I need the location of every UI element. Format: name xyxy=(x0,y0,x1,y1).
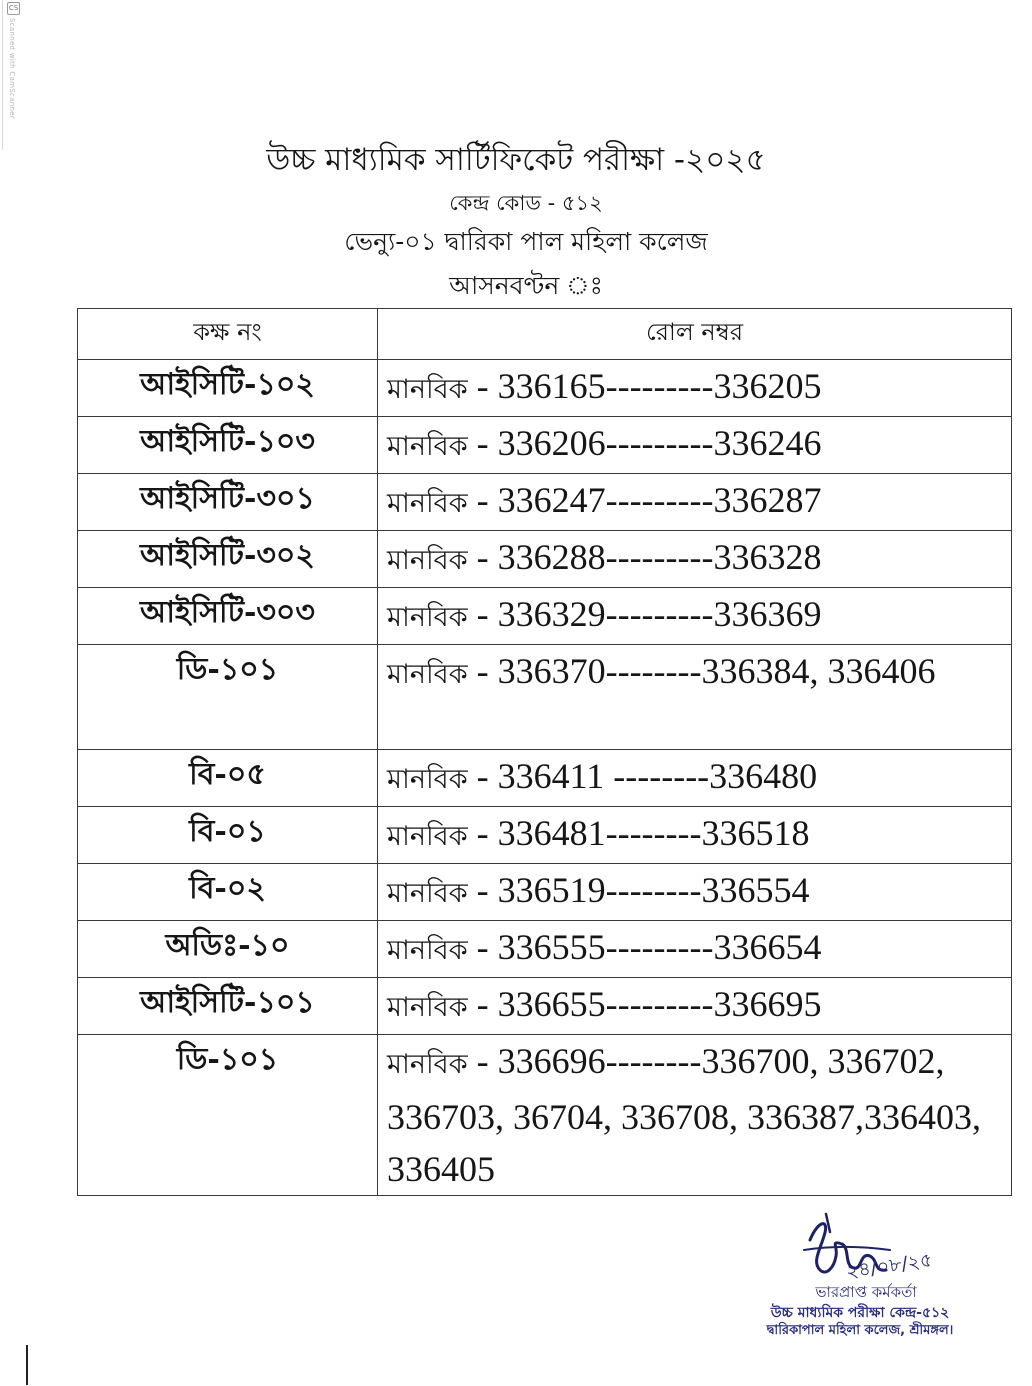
group-label: মানবিক xyxy=(387,659,468,690)
room-cell: অডিঃ-১০ xyxy=(78,921,378,978)
group-label: মানবিক xyxy=(387,488,468,519)
venue-line: ভেন্যু-০১ দ্বারিকা পাল মহিলা কলেজ xyxy=(344,227,708,256)
roll-range: 336370--------336384, 336406 xyxy=(497,651,936,691)
room-number-header: কক্ষ নং xyxy=(78,309,378,360)
seat-allocation-table xyxy=(77,308,1012,1196)
table-row xyxy=(78,531,1012,588)
scanner-watermark-strip xyxy=(2,0,17,150)
roll-range: 336247---------336287 xyxy=(497,480,822,520)
roll-cell: মানবিক - 336555---------336654 xyxy=(378,921,1012,978)
seat-allocation-heading: আসনবণ্টন ঃ xyxy=(449,271,603,300)
camscanner-badge: CS xyxy=(7,2,20,15)
room-cell: আইসিটি-৩০২ xyxy=(78,531,378,588)
roll-cell: মানবিক - 336370--------336384, 336406 xyxy=(378,645,1012,750)
roll-cell: মানবিক - 336411 --------336480 xyxy=(378,750,1012,807)
group-label: মানবিক xyxy=(387,1049,468,1080)
camscanner-watermark-text: Scanned with CamScanner xyxy=(8,18,16,120)
seal-exam-center: উচ্চ মাধ্যমিক পরীক্ষা কেন্দ্র-৫১২ xyxy=(770,1305,950,1321)
room-cell: ডি-১০১ xyxy=(78,1035,378,1196)
group-label: মানবিক xyxy=(387,545,468,576)
table-row xyxy=(78,588,1012,645)
room-cell: বি-০২ xyxy=(78,864,378,921)
table-row xyxy=(78,921,1012,978)
center-code: কেন্দ্র কোড - ৫১২ xyxy=(449,191,603,215)
room-cell: বি-০১ xyxy=(78,807,378,864)
table-header-row xyxy=(78,309,1012,360)
room-cell: বি-০৫ xyxy=(78,750,378,807)
table-row xyxy=(78,978,1012,1035)
room-cell: আইসিটি-১০২ xyxy=(78,360,378,417)
roll-cell: মানবিক - 336247---------336287 xyxy=(378,474,1012,531)
group-label: মানবিক xyxy=(387,821,468,852)
roll-cell: মানবিক - 336655---------336695 xyxy=(378,978,1012,1035)
seal-college: দ্বারিকাপাল মহিলা কলেজ, শ্রীমঙ্গল। xyxy=(766,1323,954,1338)
group-label: মানবিক xyxy=(387,764,468,795)
seal-designation: ভারপ্রাপ্ত কর্মকর্তা xyxy=(815,1283,917,1301)
roll-cell: মানবিক - 336481--------336518 xyxy=(378,807,1012,864)
table-row xyxy=(78,1035,1012,1196)
roll-cell: মানবিক - 336288---------336328 xyxy=(378,531,1012,588)
table-row xyxy=(78,474,1012,531)
roll-range: 336696--------336700, 336702, 336703, 36704, 336708, 336387,336403, 336405 xyxy=(387,1041,981,1189)
table-row xyxy=(78,864,1012,921)
roll-range: 336411 --------336480 xyxy=(497,756,818,796)
roll-cell: মানবিক - 336329---------336369 xyxy=(378,588,1012,645)
roll-range: 336655---------336695 xyxy=(497,984,822,1024)
table-row xyxy=(78,807,1012,864)
roll-cell: মানবিক - 336165---------336205 xyxy=(378,360,1012,417)
group-label: মানবিক xyxy=(387,431,468,462)
group-label: মানবিক xyxy=(387,878,468,909)
page-edge-mark xyxy=(26,1345,28,1385)
group-label: মানবিক xyxy=(387,374,468,405)
room-cell: আইসিটি-১০১ xyxy=(78,978,378,1035)
roll-range: 336555---------336654 xyxy=(497,927,822,967)
roll-cell: মানবিক - 336696--------336700, 336702, 336703, 36704, 336708, 336387,336403, 336405 xyxy=(378,1035,1012,1196)
group-label: মানবিক xyxy=(387,935,468,966)
roll-range: 336165---------336205 xyxy=(497,366,822,406)
group-label: মানবিক xyxy=(387,602,468,633)
room-cell: আইসিটি-৩০১ xyxy=(78,474,378,531)
document-title: উচ্চ মাধ্যমিক সার্টিফিকেট পরীক্ষা -২০২৫ xyxy=(266,142,766,178)
roll-range: 336206---------336246 xyxy=(497,423,822,463)
roll-range: 336329---------336369 xyxy=(497,594,822,634)
room-cell: ডি-১০১ xyxy=(78,645,378,750)
roll-range: 336481--------336518 xyxy=(497,813,810,853)
group-label: মানবিক xyxy=(387,992,468,1023)
roll-number-header: রোল নম্বর xyxy=(378,309,1012,360)
table-row xyxy=(78,360,1012,417)
roll-range: 336519--------336554 xyxy=(497,870,810,910)
table-row xyxy=(78,750,1012,807)
room-cell: আইসিটি-৩০৩ xyxy=(78,588,378,645)
table-row xyxy=(78,417,1012,474)
roll-range: 336288---------336328 xyxy=(497,537,822,577)
table-row xyxy=(78,645,1012,750)
signature-date: ২৪/০৮/২৫ xyxy=(844,1249,934,1283)
roll-cell: মানবিক - 336519--------336554 xyxy=(378,864,1012,921)
roll-cell: মানবিক - 336206---------336246 xyxy=(378,417,1012,474)
room-cell: আইসিটি-১০৩ xyxy=(78,417,378,474)
